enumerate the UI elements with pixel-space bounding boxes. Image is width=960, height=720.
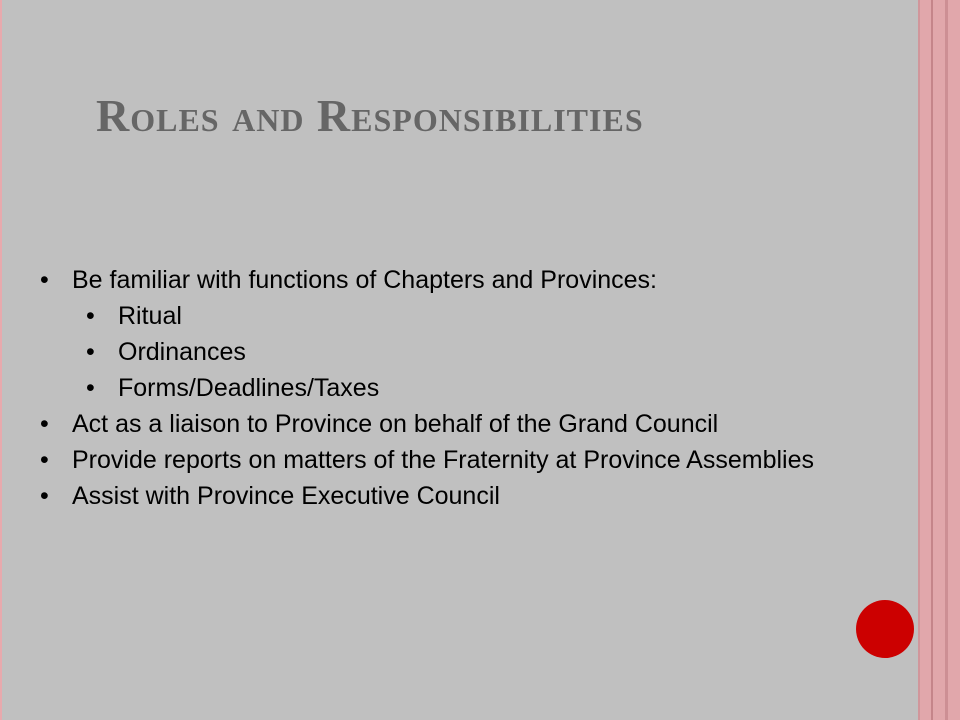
right-decorative-band — [918, 0, 960, 720]
sub-bullet-item: • Forms/Deadlines/Taxes — [86, 370, 910, 406]
bullet-item: • Assist with Province Executive Council — [40, 478, 910, 514]
right-band-line — [931, 0, 933, 720]
right-band-line — [945, 0, 948, 720]
sub-bullet-item: • Ritual — [86, 298, 910, 334]
bullet-item: • Act as a liaison to Province on behalf of the Grand Council — [40, 406, 910, 442]
right-band-line — [918, 0, 920, 720]
slide-title: Roles and Responsibilities — [96, 90, 644, 141]
bullet-list — [40, 262, 910, 514]
bullet-item: • Be familiar with functions of Chapters and Provinces: — [40, 262, 910, 298]
red-circle-decoration — [856, 600, 914, 658]
bullet-item: • Provide reports on matters of the Fraternity at Province Assemblies — [40, 442, 910, 478]
left-edge-stripe — [0, 0, 2, 720]
sub-bullet-item: • Ordinances — [86, 334, 910, 370]
